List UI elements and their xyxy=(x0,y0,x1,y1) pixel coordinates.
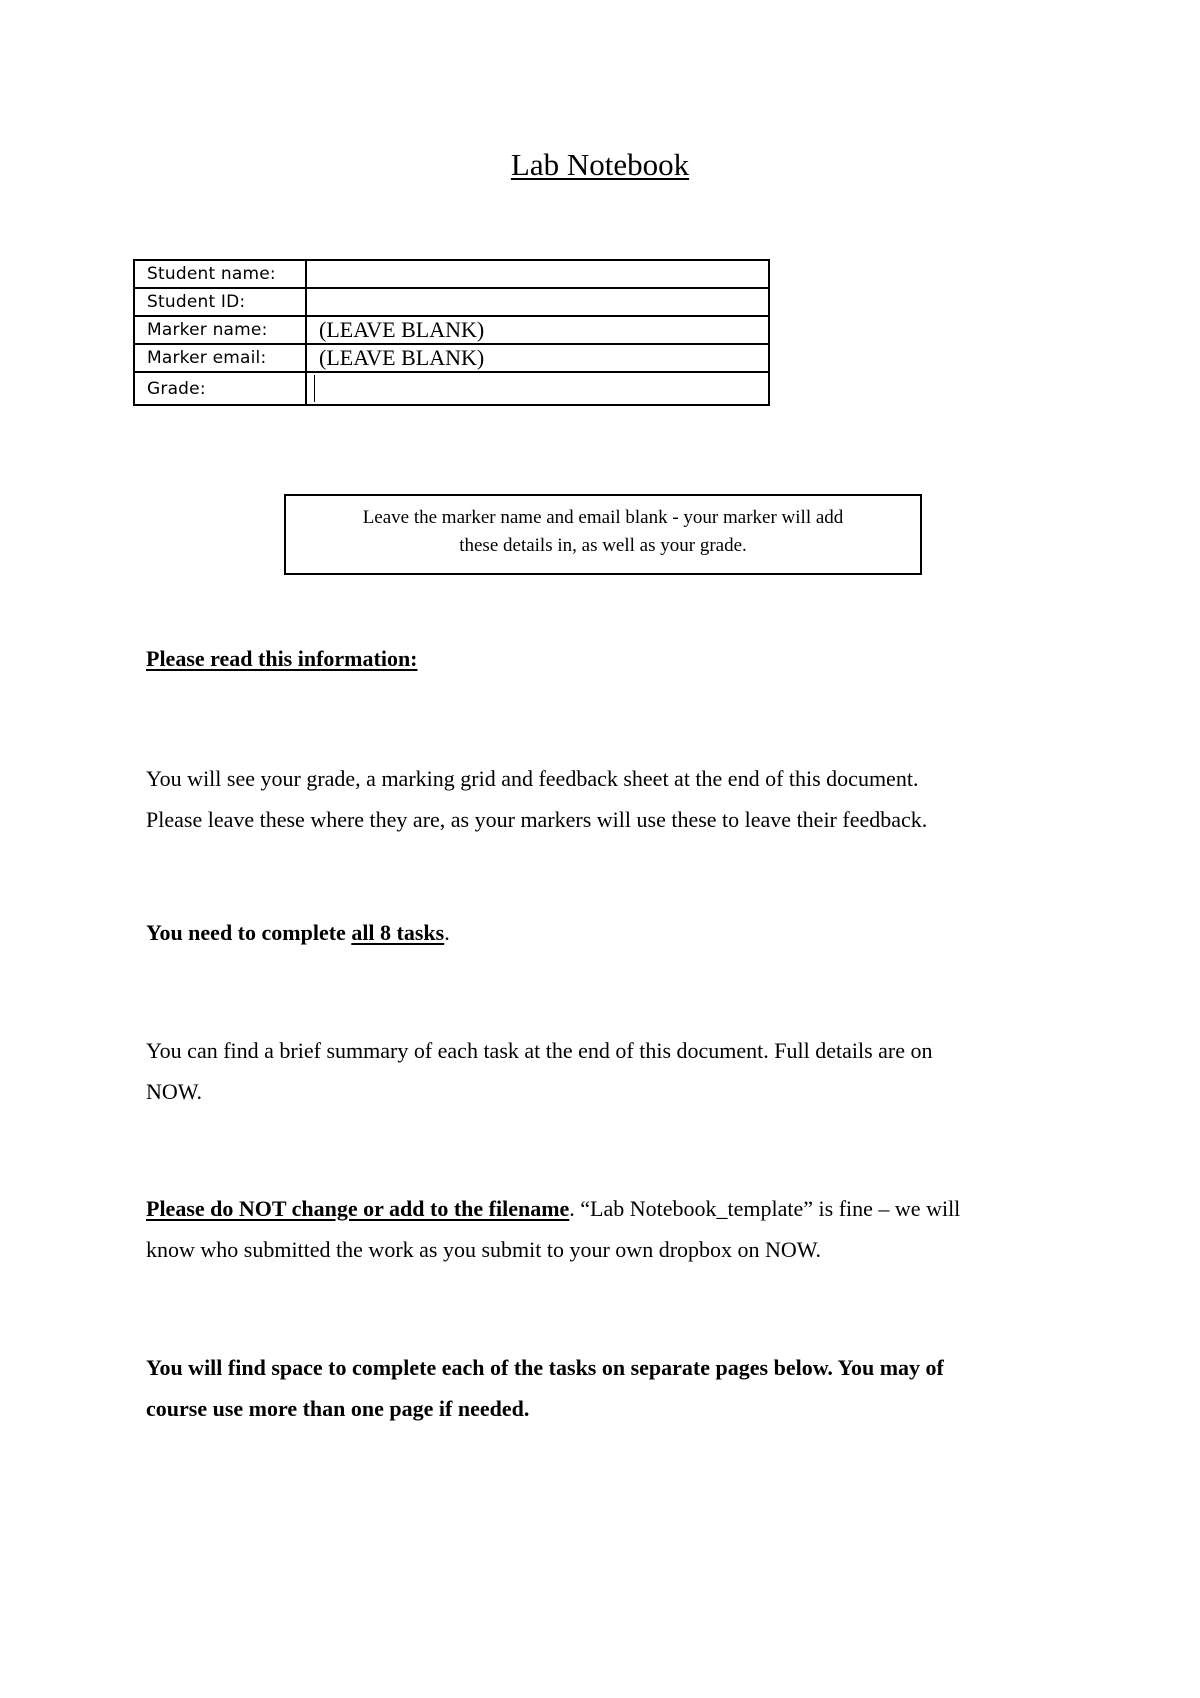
space-line-2: course use more than one page if needed. xyxy=(146,1396,530,1421)
summary-line-2: NOW. xyxy=(146,1079,203,1104)
student-details-table xyxy=(133,259,770,406)
marker-name-field[interactable]: (LEAVE BLANK) xyxy=(306,316,769,344)
summary-paragraph xyxy=(146,1030,1066,1112)
filename-emphasis: Please do NOT change or add to the filename xyxy=(146,1196,570,1221)
student-name-field[interactable] xyxy=(306,260,769,288)
tasks-prefix: You need to complete xyxy=(146,920,352,945)
table-row xyxy=(134,372,769,405)
filename-line-2: know who submitted the work as you submit to your own dropbox on NOW. xyxy=(146,1237,822,1262)
filename-paragraph xyxy=(146,1188,1066,1270)
filename-line-1 xyxy=(146,1188,1066,1229)
tasks-paragraph xyxy=(146,912,1066,953)
info-heading: Please read this information: xyxy=(146,646,418,671)
table-row xyxy=(134,260,769,288)
grade-paragraph-line-1: You will see your grade, a marking grid and feedback sheet at the end of this document. xyxy=(146,766,919,791)
marker-email-field[interactable]: (LEAVE BLANK) xyxy=(306,344,769,372)
table-row xyxy=(134,344,769,372)
student-name-label: Student name: xyxy=(134,260,306,288)
note-line-2: these details in, as well as your grade. xyxy=(459,535,747,556)
student-id-label: Student ID: xyxy=(134,288,306,316)
filename-rest: . “Lab Notebook_template” is fine – we will xyxy=(569,1196,961,1221)
table-row xyxy=(134,316,769,344)
marker-name-label: Marker name: xyxy=(134,316,306,344)
grade-field[interactable] xyxy=(306,372,769,405)
grade-divider xyxy=(314,375,315,402)
marker-email-label: Marker email: xyxy=(134,344,306,372)
space-line-1: You will find space to complete each of the tasks on separate pages below. You may of xyxy=(146,1355,944,1380)
grade-paragraph-line-2: Please leave these where they are, as your markers will use these to leave their feedback. xyxy=(146,807,928,832)
table-row xyxy=(134,288,769,316)
marker-note-box xyxy=(284,494,922,575)
grade-paragraph xyxy=(146,758,1066,840)
space-paragraph xyxy=(146,1347,1066,1429)
note-line-1: Leave the marker name and email blank - your marker will add xyxy=(362,507,844,528)
student-id-field[interactable] xyxy=(306,288,769,316)
grade-label: Grade: xyxy=(134,372,306,405)
tasks-emphasis: all 8 tasks xyxy=(351,920,445,945)
page-title: Lab Notebook xyxy=(510,147,690,182)
summary-line-1: You can find a brief summary of each task at the end of this document. Full details are on xyxy=(146,1038,933,1063)
tasks-suffix: . xyxy=(444,920,450,945)
